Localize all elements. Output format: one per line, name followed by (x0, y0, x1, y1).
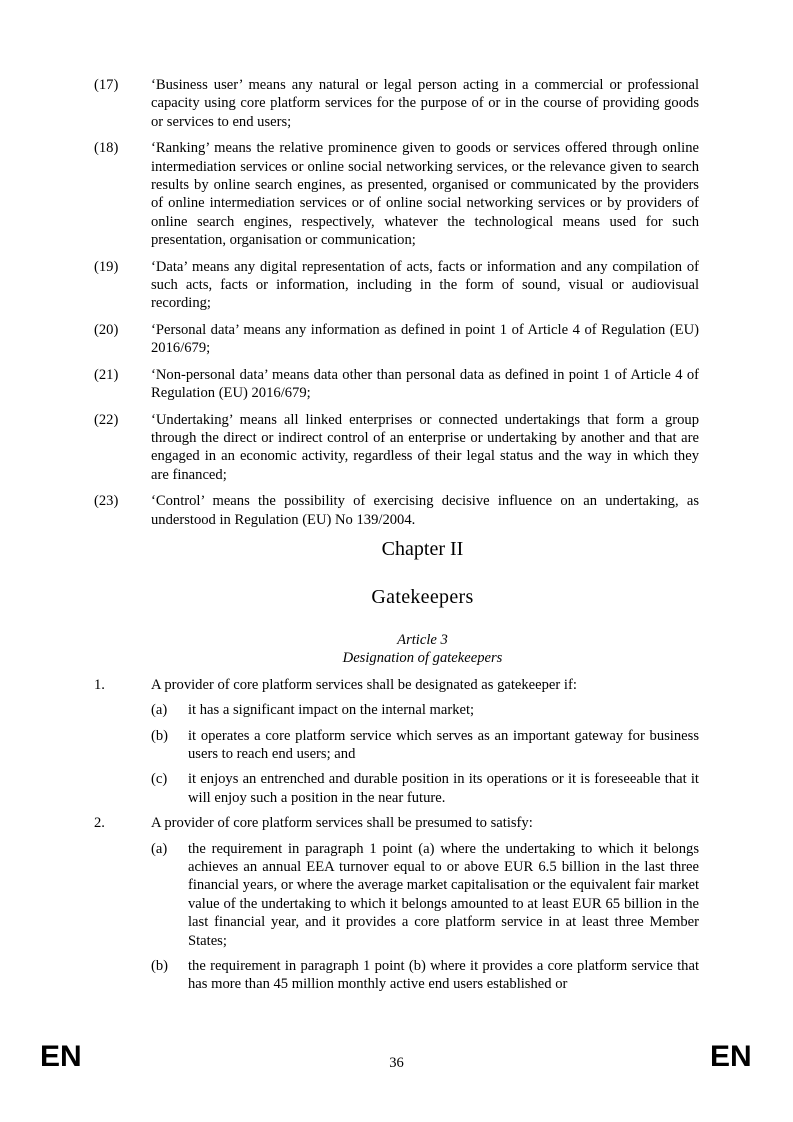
definition-item (94, 411, 699, 485)
definition-number: (18) (94, 140, 119, 157)
definition-number: (22) (94, 411, 119, 428)
point-label: (b) (151, 727, 169, 744)
definition-item (94, 366, 699, 403)
paragraph-number: 2. (94, 815, 105, 832)
definitions-list (94, 76, 699, 529)
definition-item (94, 139, 699, 249)
definition-item (94, 492, 699, 529)
paragraph-text: A provider of core platform services shall be presumed to satisfy: (151, 815, 533, 832)
definition-text: ‘Data’ means any digital representation of acts, facts or information and any compilation of such acts, facts or information, including in the form of sound, visual or audiovisual recording; (151, 258, 699, 312)
definition-text: ‘Non-personal data’ means data other than personal data as defined in point 1 of Article 4 of Regulation (EU) 2016/679; (151, 366, 699, 402)
definition-number: (19) (94, 258, 119, 275)
paragraph-point (151, 957, 699, 994)
paragraph-point (151, 701, 699, 719)
article-paragraph (94, 676, 699, 694)
definition-number: (21) (94, 366, 119, 383)
point-text: it has a significant impact on the internal market; (188, 702, 475, 719)
page-number: 36 (389, 1055, 404, 1071)
point-text: the requirement in paragraph 1 point (b) where it provides a core platform service that has more than 45 million monthly active end users established or (188, 958, 699, 993)
definition-text: ‘Business user’ means any natural or legal person acting in a commercial or professional capacity using core platform services for the purpose of or in the course of providing goods or services to end users; (151, 77, 699, 130)
article-heading: Article 3 (397, 631, 448, 648)
definition-number: (17) (94, 77, 119, 93)
definition-item (94, 258, 699, 313)
point-label: (c) (151, 771, 168, 788)
paragraph-number: 1. (94, 676, 105, 693)
paragraph-point (151, 840, 699, 950)
language-code-left: EN (40, 1040, 82, 1073)
chapter-title: Gatekeepers (371, 585, 474, 608)
definition-item (94, 321, 699, 358)
definition-number: (20) (94, 321, 119, 338)
language-code-right: EN (710, 1040, 752, 1073)
definition-text: ‘Personal data’ means any information as defined in point 1 of Article 4 of Regulation (EU) 2016/679; (151, 321, 699, 357)
point-label: (a) (151, 840, 168, 857)
article-subtitle: Designation of gatekeepers (342, 650, 503, 667)
page-content (94, 76, 699, 1001)
definition-number: (23) (94, 493, 119, 510)
point-text: it enjoys an entrenched and durable position in its operations or it is foreseeable that it will enjoy such a position in the near future. (188, 771, 699, 806)
point-label: (a) (151, 702, 168, 719)
chapter-number: Chapter II (381, 537, 464, 560)
definition-text: ‘Ranking’ means the relative prominence given to goods or services offered through online intermediation services or online social networking services, or the relevance given to search results by online search engines, as presented, organised or communicated by the providers of online intermediation services or of online social networking services or by providers of online search engines, respectively, whatever the technological means used for such presentation, organisation or communication; (151, 140, 699, 249)
paragraph-point (151, 770, 699, 807)
point-text: it operates a core platform service which serves as an important gateway for business users to reach end users; and (188, 727, 699, 762)
paragraph-point (151, 727, 699, 764)
definition-text: ‘Control’ means the possibility of exercising decisive influence on an undertaking, as understood in Regulation (EU) No 139/2004. (151, 493, 699, 528)
point-text: the requirement in paragraph 1 point (a) where the undertaking to which it belongs achieves an annual EEA turnover equal to or above EUR 6.5 billion in the last three financial years, or where the average market capitalisation or the equivalent fair market value of the undertaking to which it belongs amounted to at least EUR 65 billion in the last financial year, and it provides a core platform service in at least three Member States; (188, 840, 699, 949)
definition-text: ‘Undertaking’ means all linked enterprises or connected undertakings that form a group through the direct or indirect control of an enterprise or undertaking by another and that are engaged in an economic activity, regardless of their legal status and the way in which they are financed; (151, 411, 699, 483)
point-label: (b) (151, 958, 169, 975)
article-paragraph (94, 814, 699, 832)
definition-item (94, 76, 699, 131)
paragraph-text: A provider of core platform services shall be designated as gatekeeper if: (151, 676, 577, 693)
